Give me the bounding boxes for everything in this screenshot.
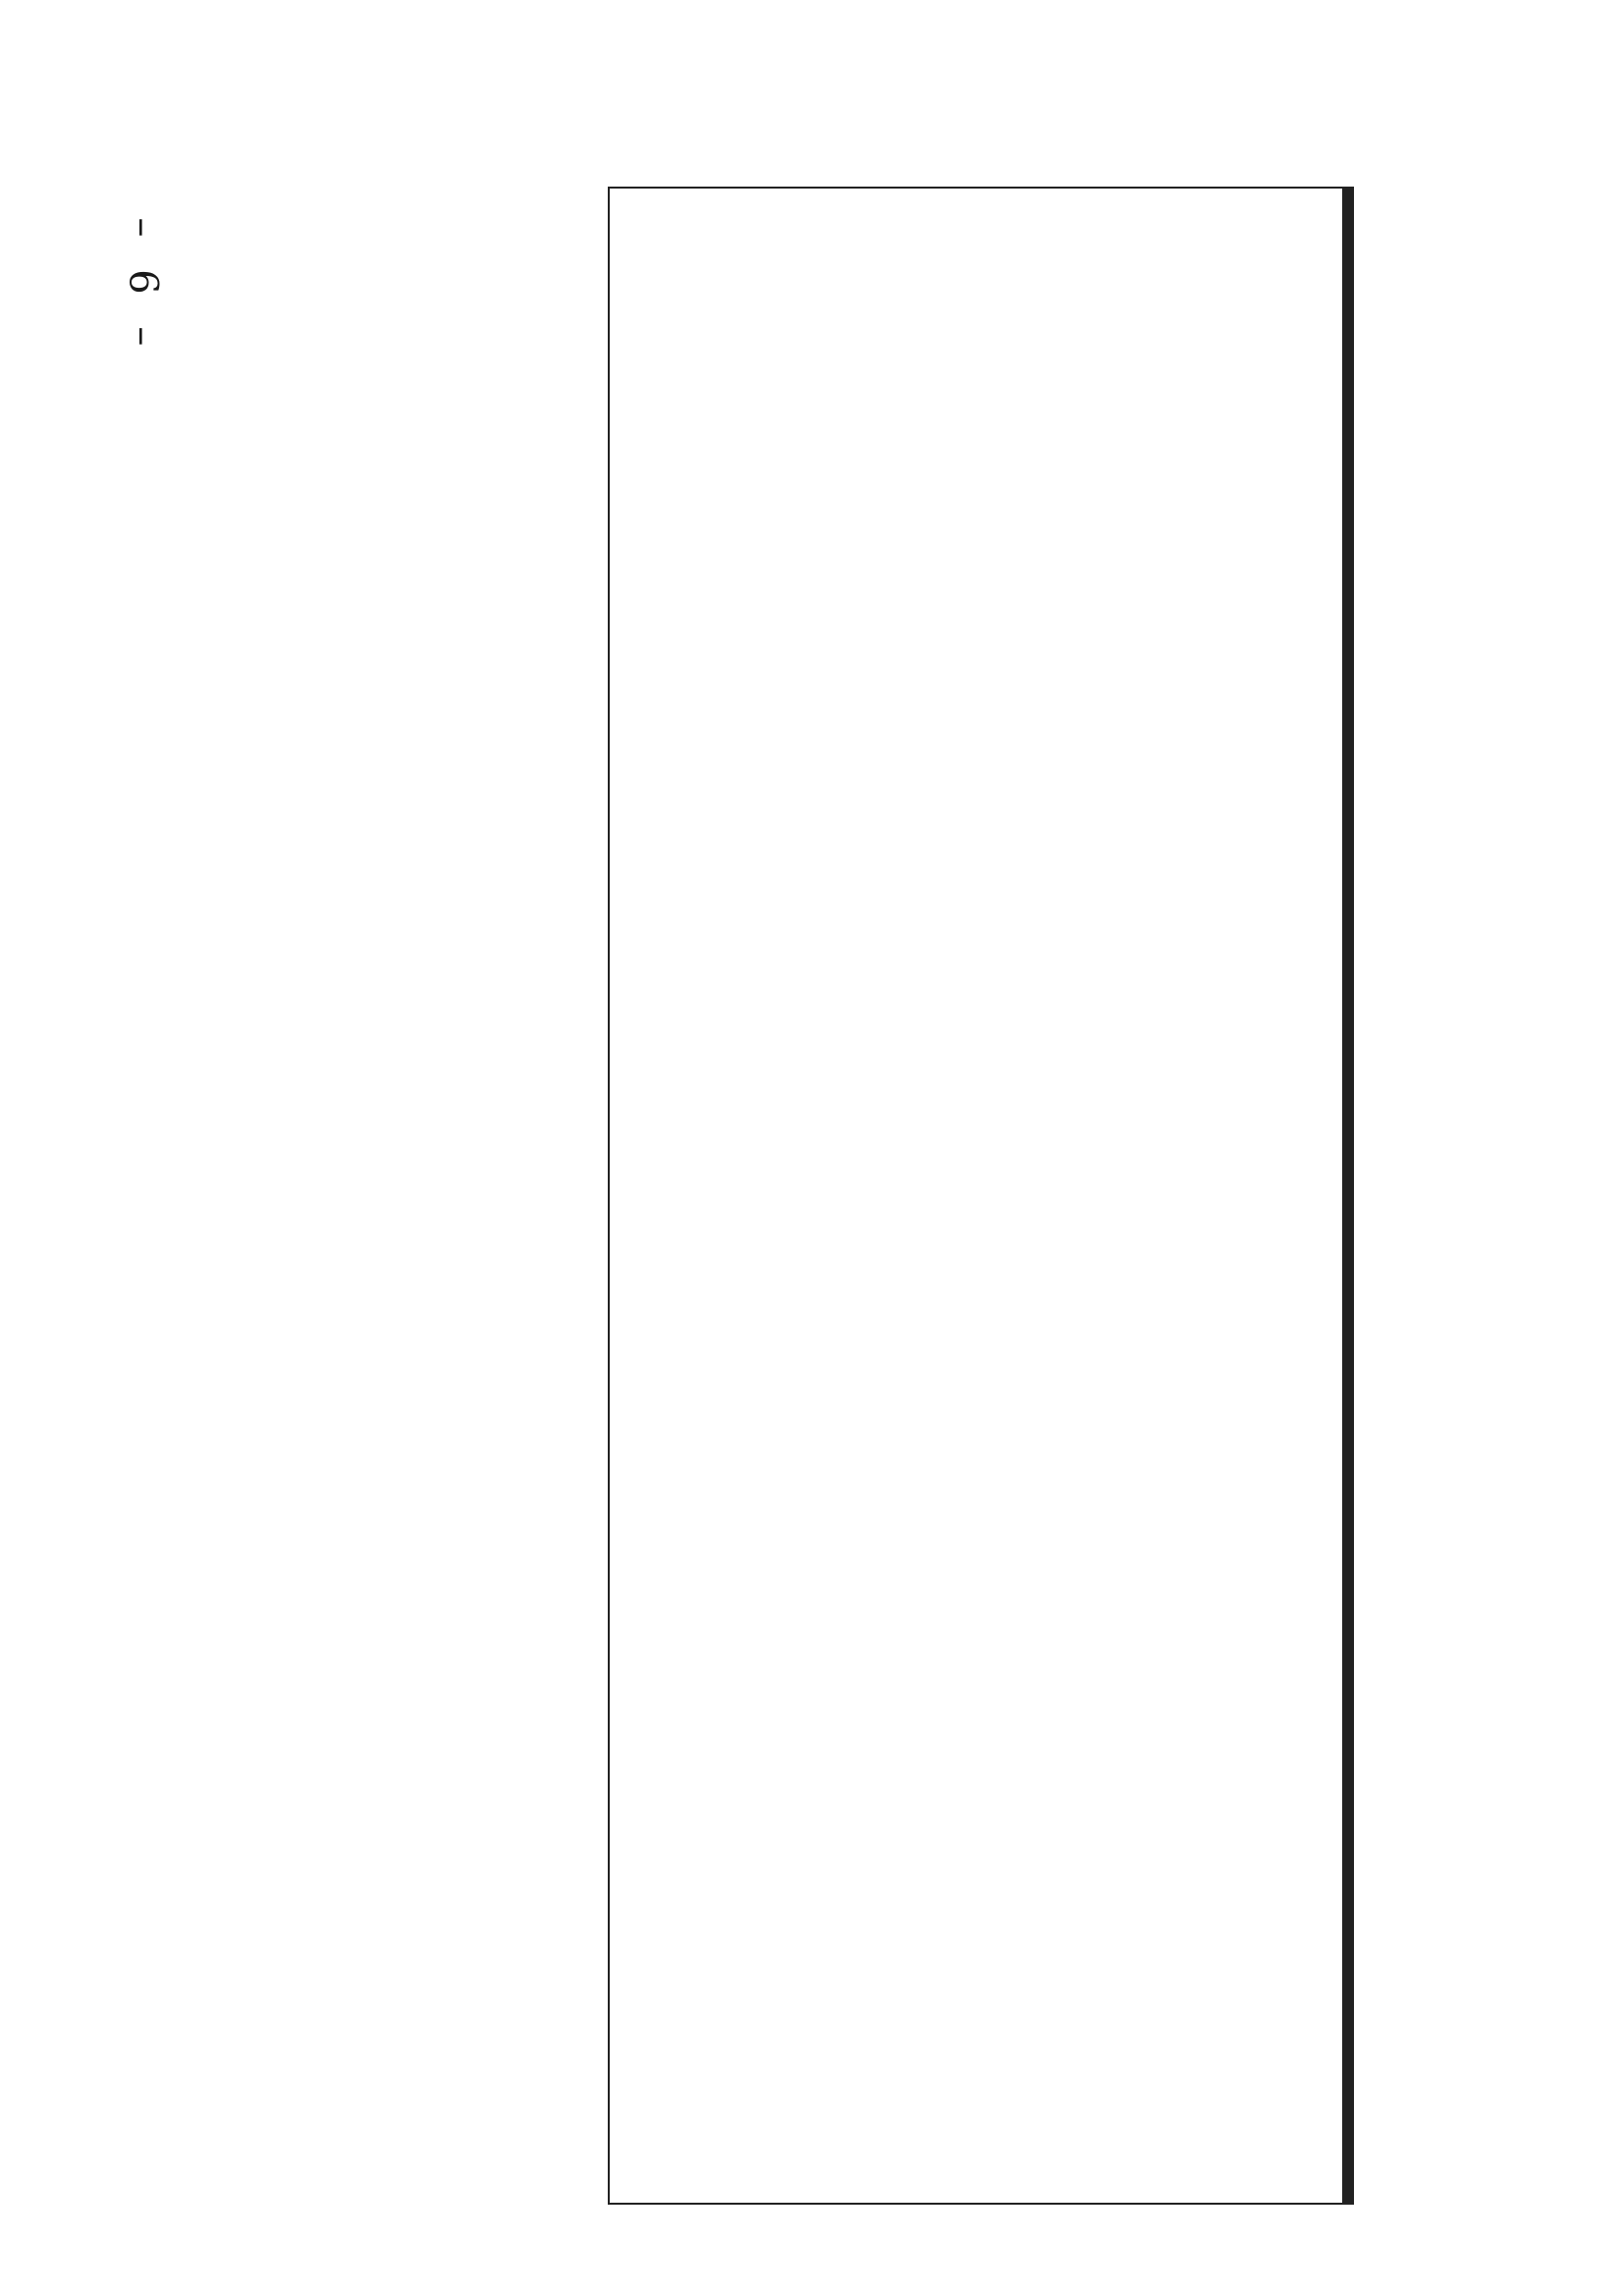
matters-table — [608, 187, 1354, 2205]
table-row-25 — [1350, 189, 1352, 2203]
page-number: – 6 – — [120, 217, 166, 356]
